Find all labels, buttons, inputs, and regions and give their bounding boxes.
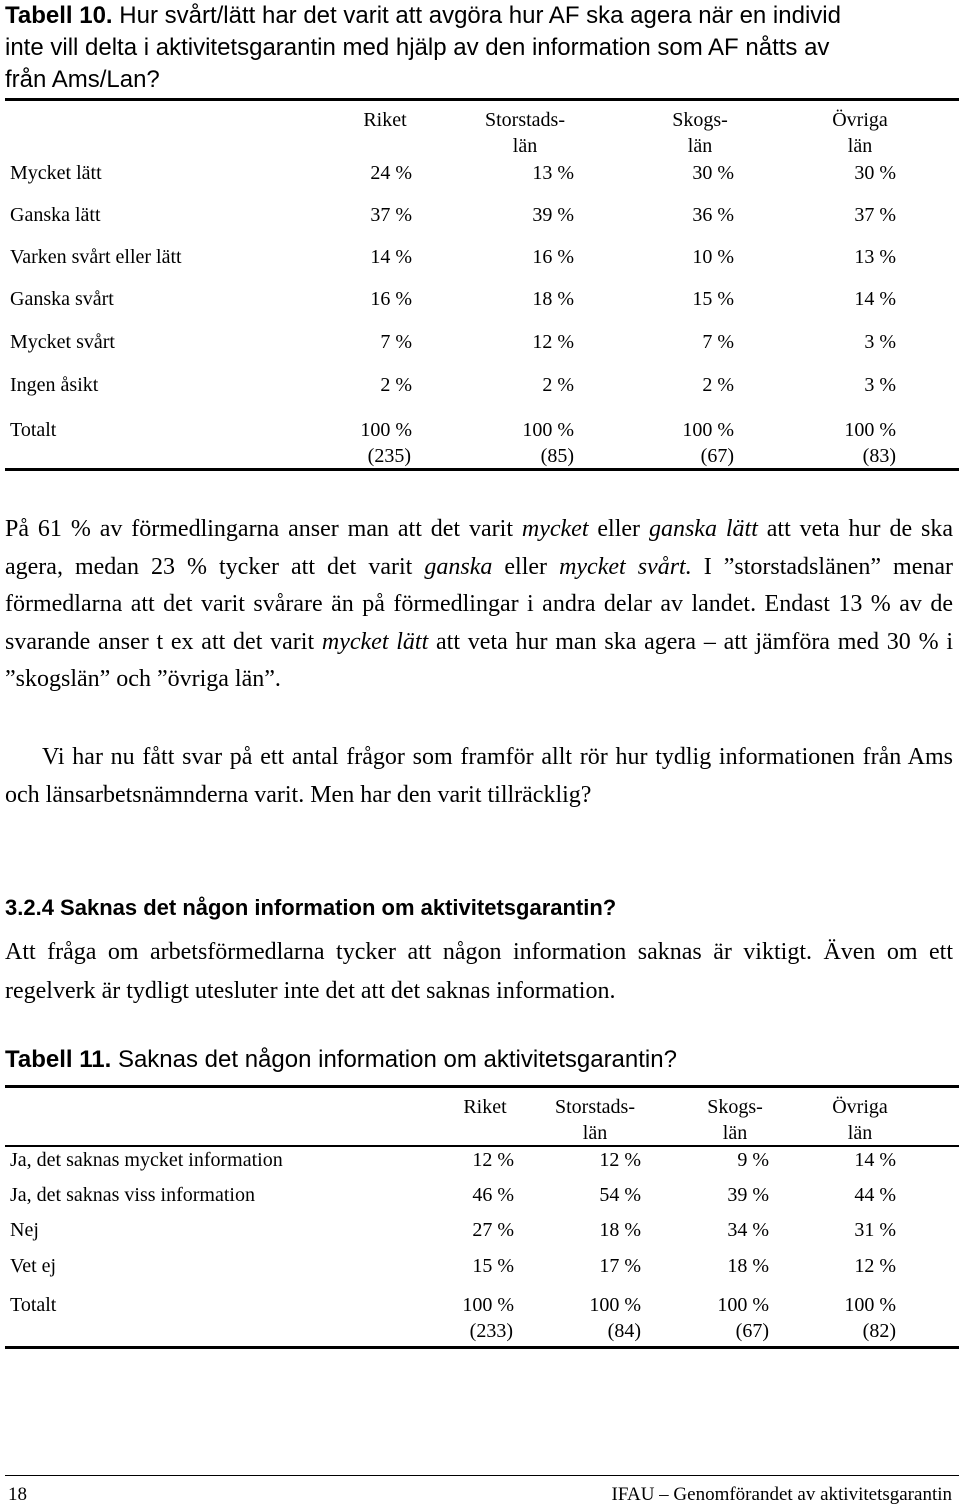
table11-header-rule xyxy=(5,1145,959,1147)
table11-caption-text: Saknas det någon information om aktivitetsgarantin? xyxy=(117,1046,677,1073)
table11-header-skog: Skogs- län xyxy=(707,1096,763,1144)
table10-header-storstad: Storstads- län xyxy=(485,109,565,157)
table11-bottom-rule xyxy=(5,1346,959,1349)
table11-top-rule xyxy=(5,1085,959,1088)
table11-header-storstad: Storstads- län xyxy=(555,1096,635,1144)
body-paragraph-3: Att fråga om arbetsförmedlarna tycker att någon information saknas är viktigt. Även om ett regelverk är tydligt utesluter inte det att det saknas information. xyxy=(5,939,953,1004)
section-heading: 3.2.4 Saknas det någon information om aktivitetsgarantin? xyxy=(5,895,617,920)
body-paragraph-1: På 61 % av förmedlingarna anser man att det varit mycket eller ganska lätt att veta hur de ska agera, medan 23 % tycker att det varit ganska eller mycket svårt. I ”storstadslänen” menar förmedlarna att det varit svårare än på förmedlingar i andra delar av landet. Endast 13 % av de svarande anser t ex att det varit mycket lätt att veta hur man ska agera – att jämföra med 30 % i ”skogslän” och ”övriga län”. xyxy=(5,516,954,692)
table10-header-riket: Riket xyxy=(363,109,407,131)
footer-rule xyxy=(5,1475,959,1476)
table10-caption-line3: från Ams/Lan? xyxy=(5,66,160,93)
table11-header-riket: Riket xyxy=(463,1096,507,1118)
table10-caption-line1: Hur svårt/lätt har det varit att avgöra hur AF ska agera när en individ xyxy=(119,2,841,29)
table10-top-rule xyxy=(5,98,959,101)
table10-caption xyxy=(5,0,841,96)
table11-header-ovriga: Övriga län xyxy=(832,1096,888,1144)
page-number: 18 xyxy=(8,1484,27,1505)
table10-header-ovriga: Övriga län xyxy=(832,109,888,157)
running-title: IFAU – Genomförandet av aktivitetsgarantin xyxy=(611,1484,952,1505)
body-paragraph-2: Vi har nu fått svar på ett antal frågor som framför allt rör hur tydlig informationen från Ams och länsarbetsnämnderna varit. Men har den varit tillräcklig? xyxy=(5,744,953,808)
table10-caption-line2: inte vill delta i aktivitetsgarantin med hjälp av den information som AF nåtts av xyxy=(5,34,830,61)
table10-bottom-rule xyxy=(5,468,959,471)
table11-caption xyxy=(5,1044,677,1076)
table10-header-skog: Skogs- län xyxy=(672,109,728,157)
table10-caption-label: Tabell 10. xyxy=(5,2,113,29)
table11-caption-label: Tabell 11. xyxy=(5,1046,112,1073)
